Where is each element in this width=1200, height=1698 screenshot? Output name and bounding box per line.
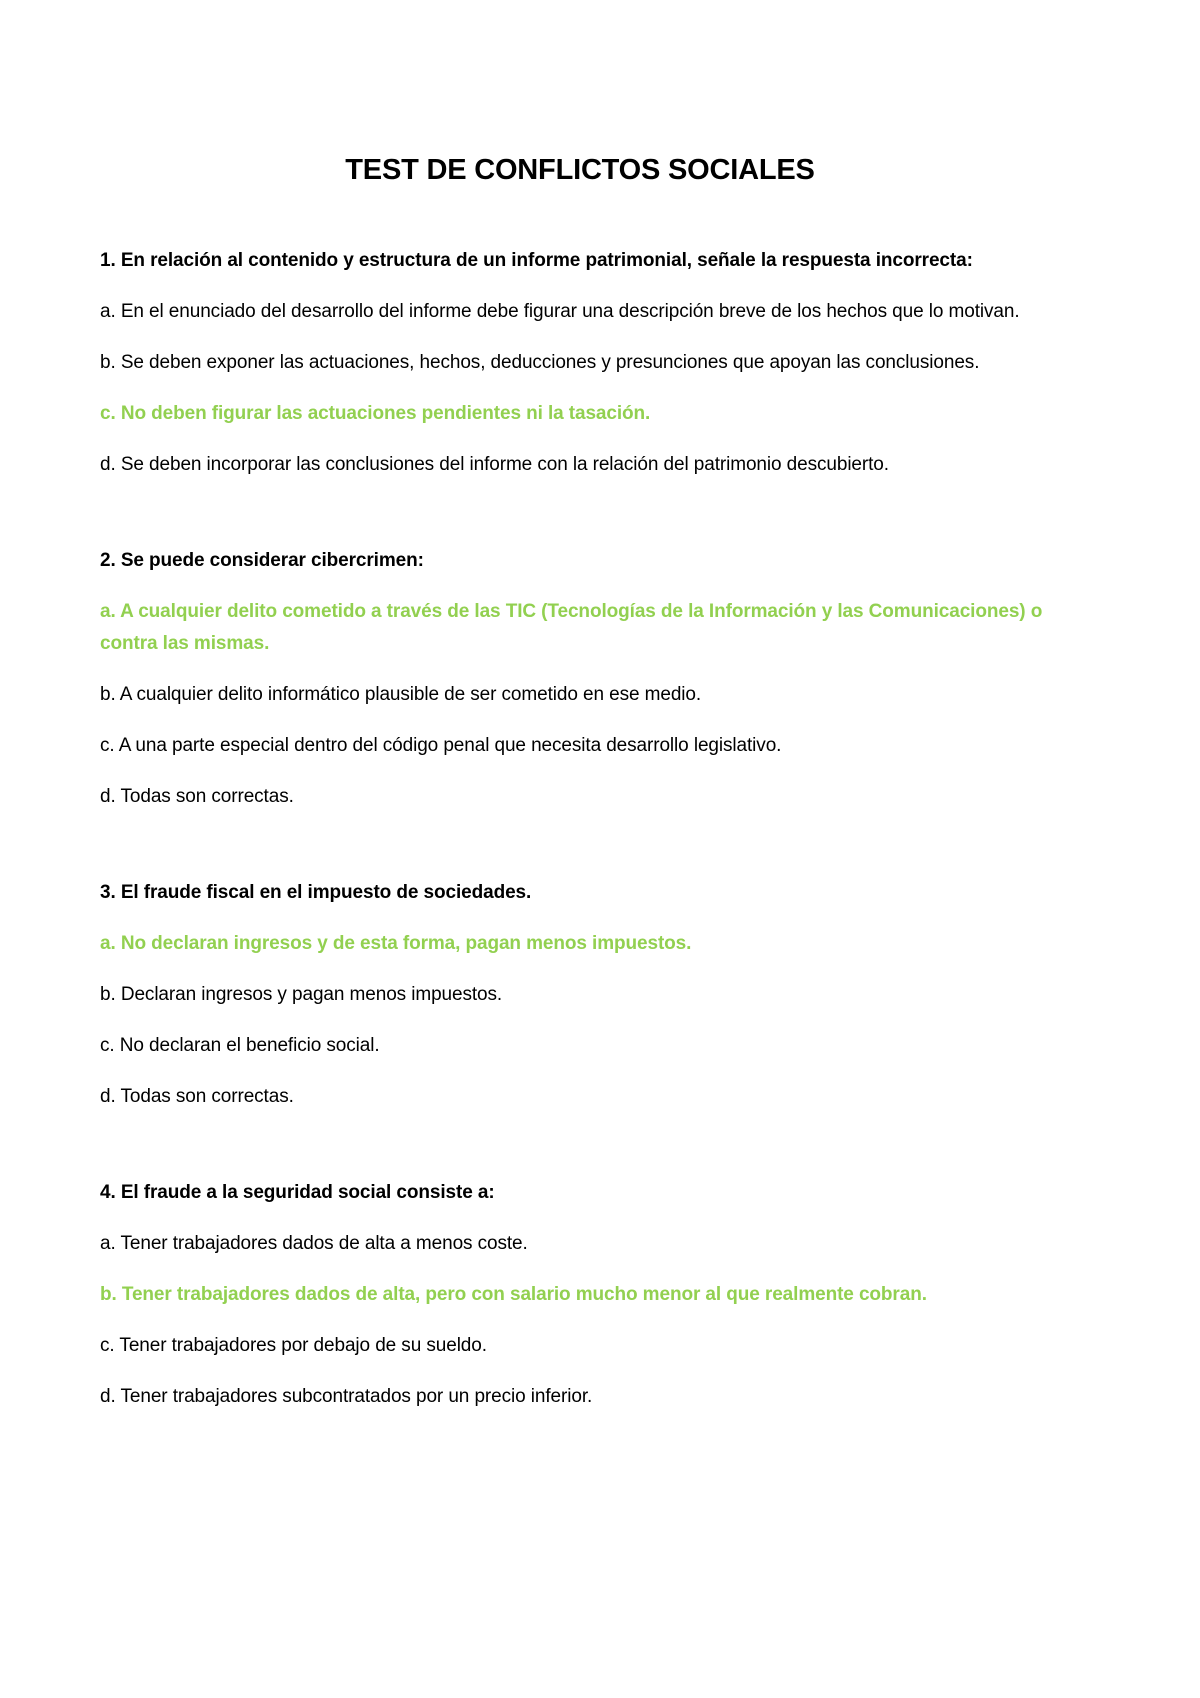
question-text: 1. En relación al contenido y estructura de un informe patrimonial, señale la respuesta incorrecta: (100, 250, 973, 271)
option-b: b. Se deben exponer las actuaciones, hechos, deducciones y presunciones que apoyan las conclusiones. (100, 352, 980, 373)
question-2 (100, 545, 1060, 813)
option-c: c. No declaran el beneficio social. (100, 1035, 380, 1056)
question-text: 3. El fraude fiscal en el impuesto de sociedades. (100, 882, 532, 903)
option-d: d. Tener trabajadores subcontratados por un precio inferior. (100, 1386, 593, 1407)
page-title: TEST DE CONFLICTOS SOCIALES (345, 154, 815, 186)
question-4 (100, 1177, 1060, 1413)
option-c: c. Tener trabajadores por debajo de su sueldo. (100, 1335, 487, 1356)
option-a: a. En el enunciado del desarrollo del informe debe figurar una descripción breve de los hechos que lo motivan. (100, 301, 1020, 322)
option-c: c. No deben figurar las actuaciones pendientes ni la tasación. (100, 403, 651, 424)
question-text: 4. El fraude a la seguridad social consiste a: (100, 1182, 495, 1203)
question-1 (100, 245, 1060, 481)
option-a: a. No declaran ingresos y de esta forma, pagan menos impuestos. (100, 933, 692, 954)
option-d: d. Todas son correctas. (100, 786, 294, 807)
option-b: b. A cualquier delito informático plausible de ser cometido en ese medio. (100, 684, 702, 705)
option-a: a. Tener trabajadores dados de alta a menos coste. (100, 1233, 528, 1254)
document-page (100, 0, 1060, 1413)
option-d: d. Todas son correctas. (100, 1086, 294, 1107)
option-d: d. Se deben incorporar las conclusiones del informe con la relación del patrimonio descubierto. (100, 454, 889, 475)
option-c: c. A una parte especial dentro del código penal que necesita desarrollo legislativo. (100, 735, 782, 756)
question-text: 2. Se puede considerar cibercrimen: (100, 550, 424, 571)
option-b: b. Declaran ingresos y pagan menos impuestos. (100, 984, 503, 1005)
option-b: b. Tener trabajadores dados de alta, pero con salario mucho menor al que realmente cobran. (100, 1284, 927, 1305)
option-a: a. A cualquier delito cometido a través de las TIC (Tecnologías de la Información y las Comunicaciones) o contra las mismas. (100, 601, 1043, 654)
question-3 (100, 877, 1060, 1113)
